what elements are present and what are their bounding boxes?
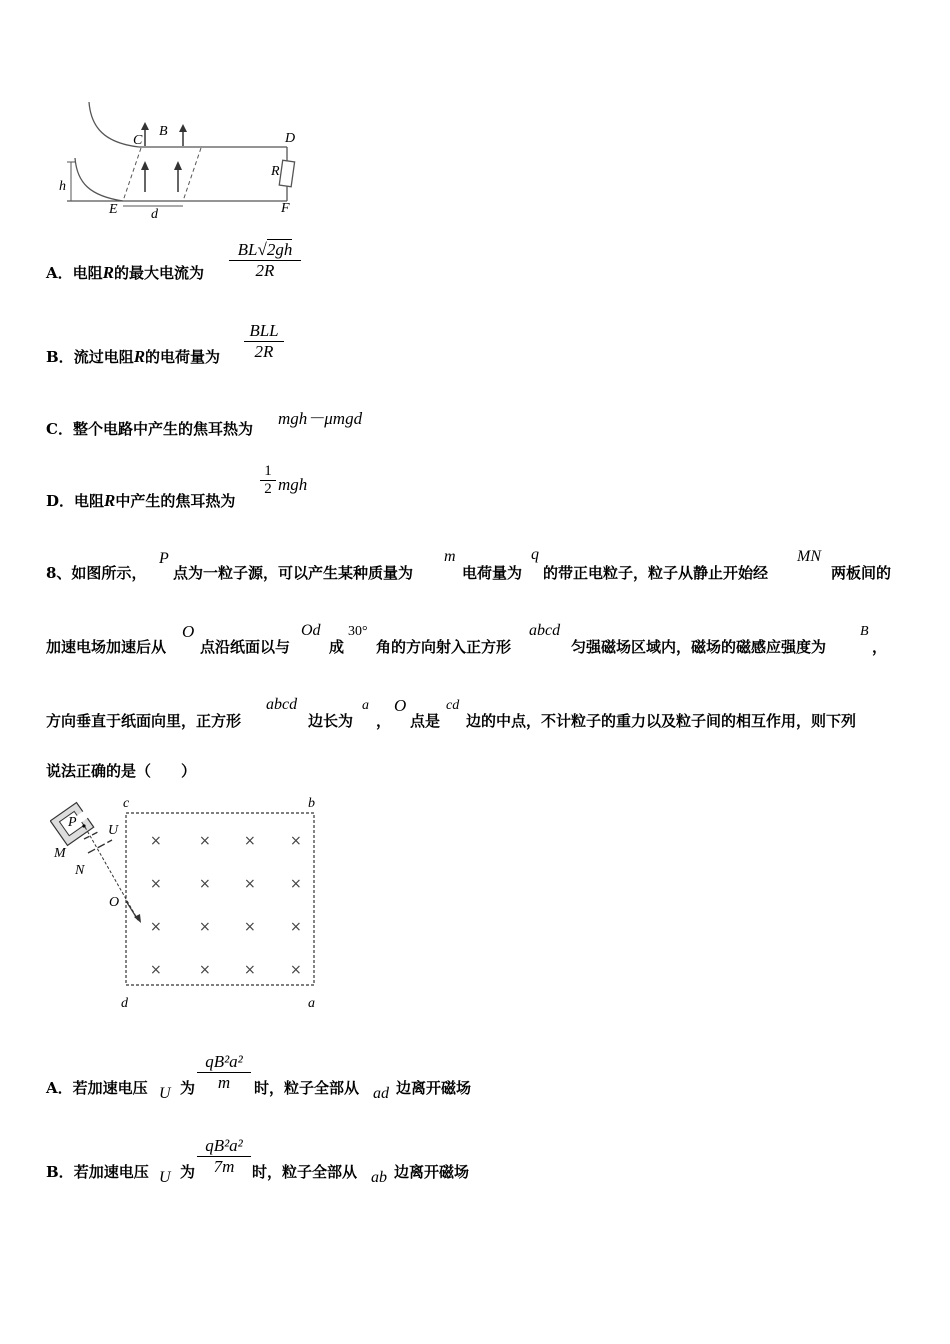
field-cross: × (150, 919, 162, 935)
field-cross: × (150, 833, 162, 849)
q8-b-edge: ab (371, 1169, 387, 1186)
q8-b-text-d: 边离开磁场 (394, 1163, 470, 1181)
label-C: C (133, 133, 143, 148)
figure-rails-diagram (55, 98, 315, 223)
q8-a-var: U (159, 1085, 171, 1102)
field-cross: × (199, 833, 211, 849)
label-a: a (308, 996, 315, 1011)
q8-a-text-c: 时，粒子全部从 (254, 1079, 360, 1097)
q7-option-c[interactable]: C．整个电路中产生的焦耳热为 (46, 420, 253, 438)
label-d: d (151, 207, 158, 222)
q7-d-fraction: 1 2 (260, 463, 276, 498)
label-c: c (123, 796, 130, 811)
field-cross: × (290, 833, 302, 849)
field-cross: × (150, 876, 162, 892)
field-cross: × (199, 962, 211, 978)
field-cross: × (150, 962, 162, 978)
label-R: R (271, 164, 280, 179)
q8-a-fraction: qB²a² m (197, 1052, 251, 1093)
q8-b-text-c: 时，粒子全部从 (252, 1163, 358, 1181)
figure-magnetic-field-diagram (50, 793, 330, 1018)
q7-option-d[interactable]: D．电阻R中产生的焦耳热为 (46, 491, 236, 510)
q8-b-var: U (159, 1169, 171, 1186)
label-M: M (54, 846, 66, 861)
field-cross: × (244, 962, 256, 978)
label-D: D (285, 131, 296, 146)
q8-a-text-b: 为 (180, 1079, 196, 1097)
q7-d-expression: mgh (278, 475, 308, 494)
field-cross: × (244, 876, 256, 892)
field-cross: × (290, 962, 302, 978)
label-b: b (308, 796, 315, 811)
q8-b-fraction: qB²a² 7m (197, 1136, 251, 1177)
field-cross: × (290, 919, 302, 935)
q8-a-edge: ad (373, 1085, 389, 1102)
q7-option-a[interactable]: A．电阻R的最大电流为 (46, 263, 205, 282)
field-cross: × (244, 833, 256, 849)
label-E: E (109, 202, 118, 217)
q8-b-text-b: 为 (180, 1163, 196, 1181)
label-P: P (68, 815, 77, 830)
field-cross: × (290, 876, 302, 892)
label-U: U (108, 823, 119, 838)
q8-line-4: 说法正确的是（ ） (46, 762, 197, 780)
label-O: O (109, 895, 120, 910)
q8-a-text-d: 边离开磁场 (396, 1079, 472, 1097)
label-F: F (281, 201, 290, 216)
field-cross: × (199, 876, 211, 892)
label-N: N (75, 863, 85, 878)
q7-option-b[interactable]: B．流过电阻R的电荷量为 (46, 347, 221, 366)
q7-b-fraction: BLL 2R (244, 321, 284, 362)
q7-c-expression: mgh－μmgd (278, 409, 363, 428)
label-B: B (159, 124, 168, 139)
label-d2: d (121, 996, 128, 1011)
label-h: h (59, 179, 66, 194)
q8-option-a[interactable]: A．若加速电压 (46, 1079, 148, 1097)
field-cross: × (244, 919, 256, 935)
q8-option-b[interactable]: B．若加速电压 (46, 1163, 149, 1181)
q7-a-fraction: BL√2gh 2R (229, 240, 301, 281)
field-cross: × (199, 919, 211, 935)
